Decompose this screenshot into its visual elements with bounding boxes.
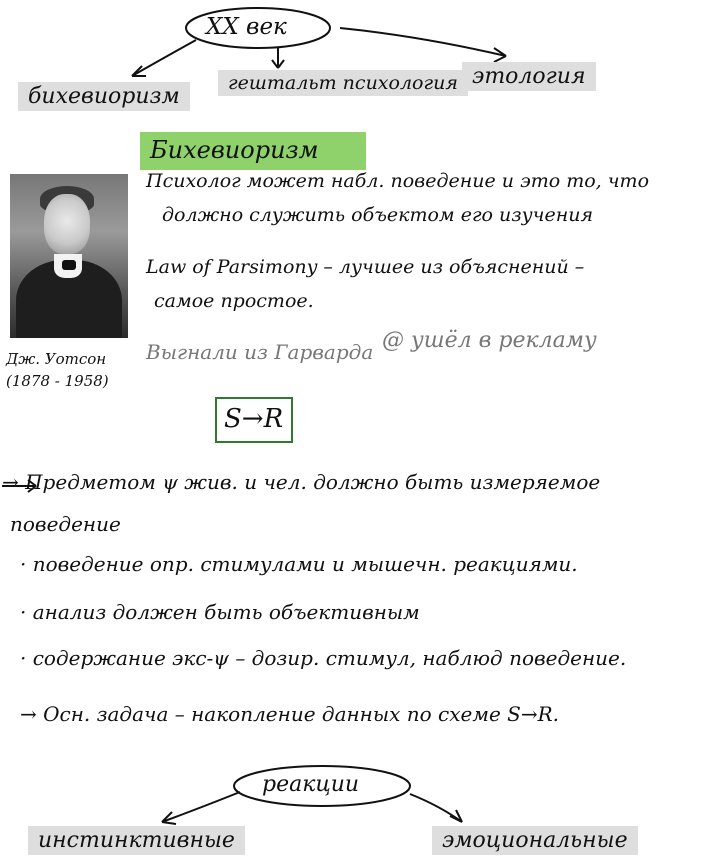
photo-caption-name: Дж. Уотсон xyxy=(6,350,107,368)
arrow-to-ethology xyxy=(340,28,506,56)
arrow-to-instinctive xyxy=(162,792,240,822)
photo-caption-years: (1878 - 1958) xyxy=(6,372,109,390)
bullet-line-1: Психолог может набл. поведение и это то, что xyxy=(146,170,650,192)
subject-line-cont: поведение xyxy=(10,512,121,536)
branch-gestalt: гештальт психология xyxy=(218,70,468,96)
point-1: · поведение опр. стимулами и мышечн. реакциями. xyxy=(20,552,578,576)
section-heading: Бихевиоризм xyxy=(150,136,319,164)
advert-note: @ ушёл в рекламу xyxy=(382,328,597,353)
harvard-note: Выгнали из Гарварда xyxy=(146,340,374,364)
branch-ethology: этология xyxy=(462,62,596,91)
bottom-title: реакции xyxy=(262,772,360,797)
arrow-to-behaviorism xyxy=(132,40,196,76)
main-task: → Осн. задача – накопление данных по схеме S→R. xyxy=(20,702,560,726)
top-title: XX век xyxy=(206,14,287,40)
point-2: · анализ должен быть объективным xyxy=(20,600,420,624)
scheme-label: S→R xyxy=(224,404,284,434)
branch-behaviorism: бихевиоризм xyxy=(18,82,190,111)
bullet-line-3: Law of Parsimony – лучшее из объяснений – xyxy=(146,256,585,278)
branch-instinctive: инстинктивные xyxy=(28,826,245,855)
bullet-line-4: самое простое. xyxy=(154,290,314,312)
point-3: · содержание экс-ψ – дозир. стимул, наблюд поведение. xyxy=(20,646,627,670)
subject-line: → Предметом ψ жив. и чел. должно быть измеряемое xyxy=(2,470,601,494)
portrait-photo xyxy=(10,174,128,338)
bullet-line-2: должно служить объектом его изучения xyxy=(162,204,594,226)
branch-emotional: эмоциональные xyxy=(432,826,638,855)
